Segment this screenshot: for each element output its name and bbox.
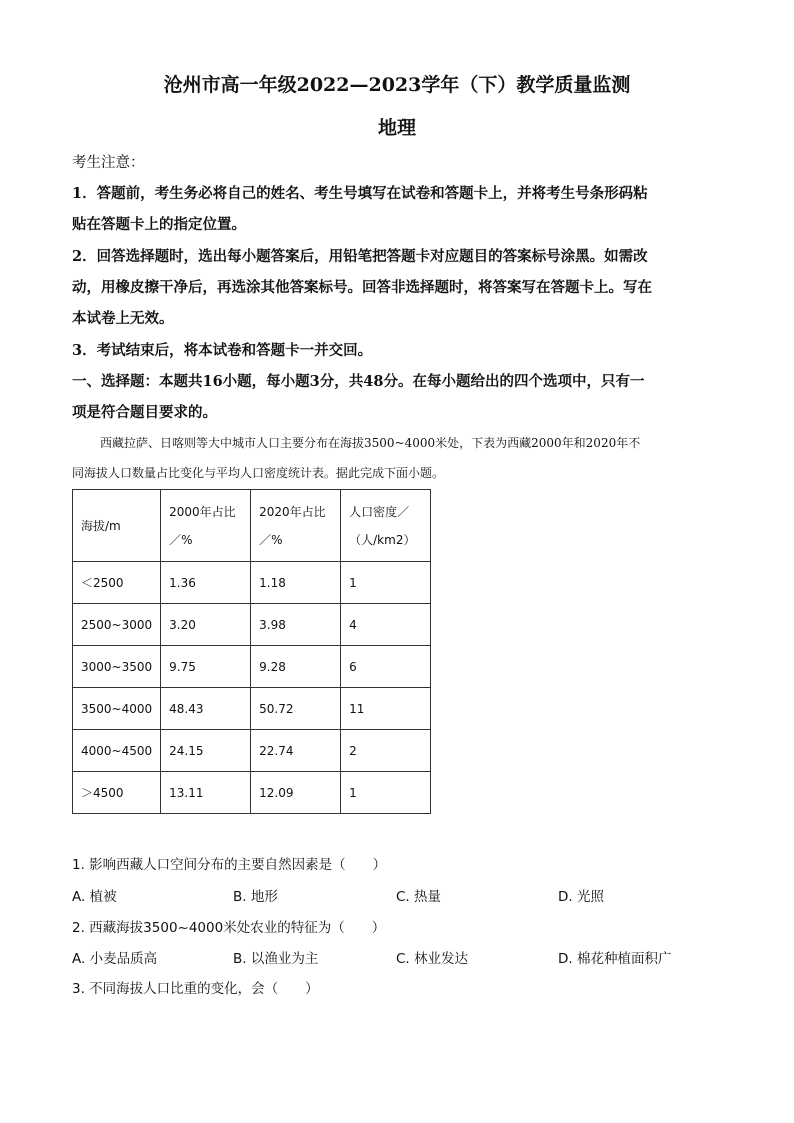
- question-option: A. 小麦品质高: [72, 951, 158, 967]
- table-row: [73, 730, 431, 772]
- notice-heading: 考生注意：: [72, 155, 145, 171]
- table-cell: 3500~4000: [73, 688, 161, 730]
- table-cell: 3.98: [251, 604, 341, 646]
- section-heading-cont: 项是符合题目要求的。: [72, 404, 217, 421]
- intro-line: 西藏拉萨、日喀则等大中城市人口主要分布在海拔3500~4000米处，下表为西藏2000年和2020年不: [100, 436, 641, 450]
- table-row: [73, 562, 431, 604]
- table-cell: 9.28: [251, 646, 341, 688]
- table-row: [73, 688, 431, 730]
- table-cell: 12.09: [251, 772, 341, 814]
- table-row: [73, 604, 431, 646]
- table-cell: 11: [341, 688, 431, 730]
- subject-title: 地理: [377, 117, 416, 139]
- table-cell: 24.15: [161, 730, 251, 772]
- table-cell: 2: [341, 730, 431, 772]
- table-header-cell: 2020年占比 ／%: [251, 490, 341, 562]
- table-cell: 4000~4500: [73, 730, 161, 772]
- table-header-cell: 2000年占比 ／%: [161, 490, 251, 562]
- table-cell: 3000~3500: [73, 646, 161, 688]
- table-header-cell: 人口密度／ （人/km2）: [341, 490, 431, 562]
- table-cell: 3.20: [161, 604, 251, 646]
- table-cell: 1: [341, 562, 431, 604]
- table-cell: 4: [341, 604, 431, 646]
- table-cell: 9.75: [161, 646, 251, 688]
- question-option: C. 林业发达: [396, 951, 469, 967]
- table-header-row: [73, 490, 431, 562]
- table-header-cell: 海拔/m: [73, 490, 161, 562]
- section-heading: 一、选择题：本题共16小题，每小题3分，共48分。在每小题给出的四个选项中，只有一: [72, 373, 645, 390]
- page-title: 沧州市高一年级2022—2023学年（下）教学质量监测: [163, 74, 631, 96]
- table-row: [73, 772, 431, 814]
- question-option: C. 热量: [396, 889, 442, 905]
- notice-line: 本试卷上无效。: [72, 310, 174, 327]
- table-row: [73, 646, 431, 688]
- question-option: D. 棉花种植面积广: [558, 951, 672, 967]
- table-cell: 6: [341, 646, 431, 688]
- question-stem: 3. 不同海拔人口比重的变化，会（ ）: [72, 981, 319, 997]
- question-option: B. 地形: [233, 889, 278, 905]
- notice-line: 贴在答题卡上的指定位置。: [72, 216, 246, 233]
- data-table: [72, 489, 431, 814]
- table-cell: 1.36: [161, 562, 251, 604]
- table-cell: ＜2500: [73, 562, 161, 604]
- notice-line: 3．考试结束后，将本试卷和答题卡一并交回。: [72, 342, 373, 359]
- question-stem: 2. 西藏海拔3500~4000米处农业的特征为（ ）: [72, 920, 386, 936]
- table-cell: 50.72: [251, 688, 341, 730]
- table-cell: 13.11: [161, 772, 251, 814]
- question-option: B. 以渔业为主: [233, 951, 319, 967]
- table-cell: 48.43: [161, 688, 251, 730]
- question-option: A. 植被: [72, 889, 117, 905]
- notice-line: 1．答题前，考生务必将自己的姓名、考生号填写在试卷和答题卡上，并将考生号条形码粘: [72, 185, 648, 202]
- question-option: D. 光照: [558, 889, 604, 905]
- table-cell: 2500~3000: [73, 604, 161, 646]
- table-cell: 22.74: [251, 730, 341, 772]
- table-cell: ＞4500: [73, 772, 161, 814]
- intro-line: 同海拔人口数量占比变化与平均人口密度统计表。据此完成下面小题。: [72, 466, 445, 480]
- question-stem: 1. 影响西藏人口空间分布的主要自然因素是（ ）: [72, 857, 387, 873]
- table-cell: 1: [341, 772, 431, 814]
- notice-line: 2．回答选择题时，选出每小题答案后，用铅笔把答题卡对应题目的答案标号涂黑。如需改: [72, 248, 648, 265]
- notice-line: 动，用橡皮擦干净后，再选涂其他答案标号。回答非选择题时，将答案写在答题卡上。写在: [72, 279, 652, 296]
- table-cell: 1.18: [251, 562, 341, 604]
